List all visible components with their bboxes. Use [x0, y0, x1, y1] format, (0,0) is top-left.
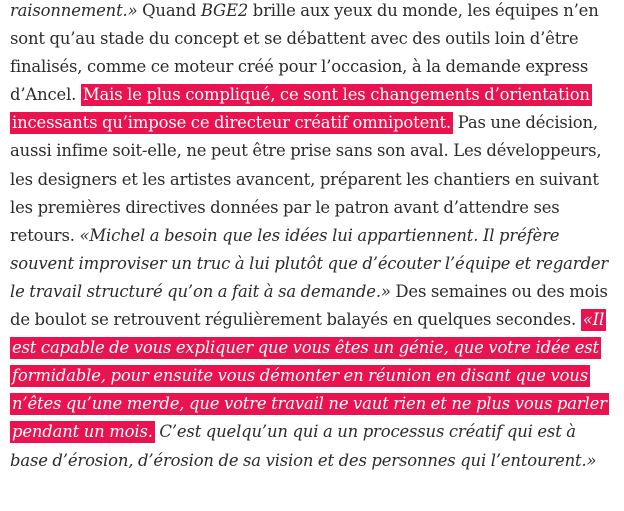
highlighted-sentence: Mais le plus compliqué, ce sont les changements d’orientation incessants qu’impose ce directeur créatif omnipotent.: [12, 85, 590, 133]
article-paragraph: [10, 0, 618, 475]
body-text: Quand: [137, 1, 201, 20]
body-text: Des semaines ou des mois de boulot se retrouvent régulièrement balayés en quelques secondes.: [10, 281, 608, 330]
highlighted-quote: «Il est capable de vous expliquer que vous êtes un génie, que votre idée est formidable, pour ensuite vous démonter en réunion en disant que vous n’êtes qu’une merde, que votre travail ne vaut rien et ne plus vous parler pendant un mois.: [12, 310, 607, 442]
quote-end: raisonnement.»: [10, 1, 138, 20]
body-text: Pas une décision, aussi infime soit-elle, ne peut être prise sans son aval. Les développeurs, les designers et les artistes avancent, préparent les chantiers en suivant les premières directives données par le patron avant d’attendre ses retours.: [10, 113, 602, 245]
game-title: BGE2: [200, 1, 249, 20]
body-text: brille aux yeux du monde, les équipes n’en sont qu’au stade du concept et se débattent avec des outils loin d’être finalisés, comme ce moteur créé pour l’occasion, à la demande express d’Ancel.: [10, 1, 599, 105]
quote: «Michel a besoin que les idées lui appartiennent. Il préfère souvent improviser un truc à lui plutôt que d’écouter l’équipe et regarder le travail structuré qu’on a fait à sa demande.»: [10, 225, 609, 301]
quote: C’est quelqu’un qui a un processus créatif qui est à base d’érosion, d’érosion de sa vision et des personnes qui l’entourent.»: [10, 422, 597, 470]
